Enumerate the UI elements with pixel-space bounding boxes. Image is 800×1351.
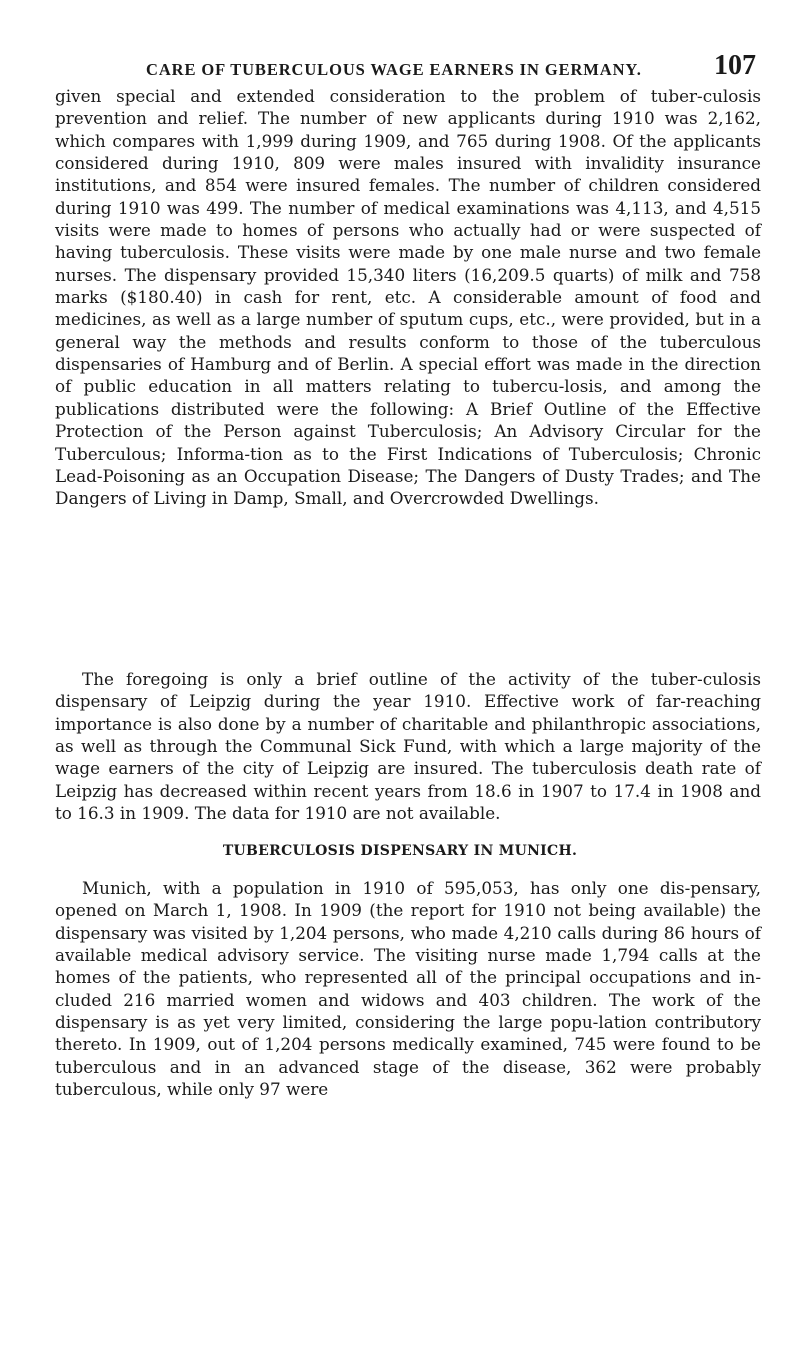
paragraph-leipzig-continued	[55, 85, 761, 510]
paragraph-munich	[55, 877, 761, 1100]
paragraph-leipzig-summary	[55, 668, 761, 824]
page-number: 107	[714, 50, 756, 81]
running-title: CARE OF TUBERCULOUS WAGE EARNERS IN GERMANY.	[146, 60, 642, 79]
section-heading: TUBERCULOSIS DISPENSARY IN MUNICH.	[222, 843, 578, 859]
paragraph-text: The foregoing is only a brief outline of the activity of the tuber-culosis dispensary of Leipzig during the year 1910. Effective work of far-reaching importance is also done by a number of charitable and philanthropic associations, as well as through the Communal Sick Fund, with which a large majority of the wage earners of the city of Leipzig are insured. The tuberculosis death rate of Leipzig has decreased within recent years from 18.6 in 1907 to 17.4 in 1908 and to 16.3 in 1909. The data for 1910 are not available.	[55, 669, 761, 824]
paragraph-text: given special and extended consideration to the problem of tuber-culosis prevention and relief. The number of new applicants during 1910 was 2,162, which compares with 1,999 during 1909, and 765 during 1908. Of the applicants considered during 1910, 809 were males insured with invalidity insurance institutions, and 854 were insured females. The number of children considered during 1910 was 499. The number of medical examinations was 4,113, and 4,515 visits were made to homes of persons who actually had or were suspected of having tuberculosis. These visits were made by one male nurse and two female nurses. The dispensary provided 15,340 liters (16,209.5 quarts) of milk and 758 marks ($180.40) in cash for rent, etc. A considerable amount of food and medicines, as well as a large number of sputum cups, etc., were provided, but in a general way the methods and results conform to those of the tuberculous dispensaries of Hamburg and of Berlin. A special effort was made in the direction of public education in all matters relating to tubercu-losis, and among the publications distributed were the following: A Brief Outline of the Effective Protection of the Person against Tuberculosis; An Advisory Circular for the Tuberculous; Informa-tion as to the First Indications of Tuberculosis; Chronic Lead-Poisoning as an Occupation Disease; The Dangers of Dusty Trades; and The Dangers of Living in Damp, Small, and Overcrowded Dwellings.	[55, 86, 761, 509]
paragraph-text: Munich, with a population in 1910 of 595,053, has only one dis-pensary, opened on March 1, 1908. In 1909 (the report for 1910 not being available) the dispensary was visited by 1,204 persons, who made 4,210 calls during 86 hours of available medical advisory service. The visiting nurse made 1,794 calls at the homes of the patients, who represented all of the principal occupations and in-cluded 216 married women and widows and 403 children. The work of the dispensary is as yet very limited, considering the large popu-lation contributory thereto. In 1909, out of 1,204 persons medically examined, 745 were found to be tuberculous and in an advanced stage of the disease, 362 were probably tuberculous, while only 97 were	[55, 878, 761, 1100]
running-head	[146, 52, 756, 82]
